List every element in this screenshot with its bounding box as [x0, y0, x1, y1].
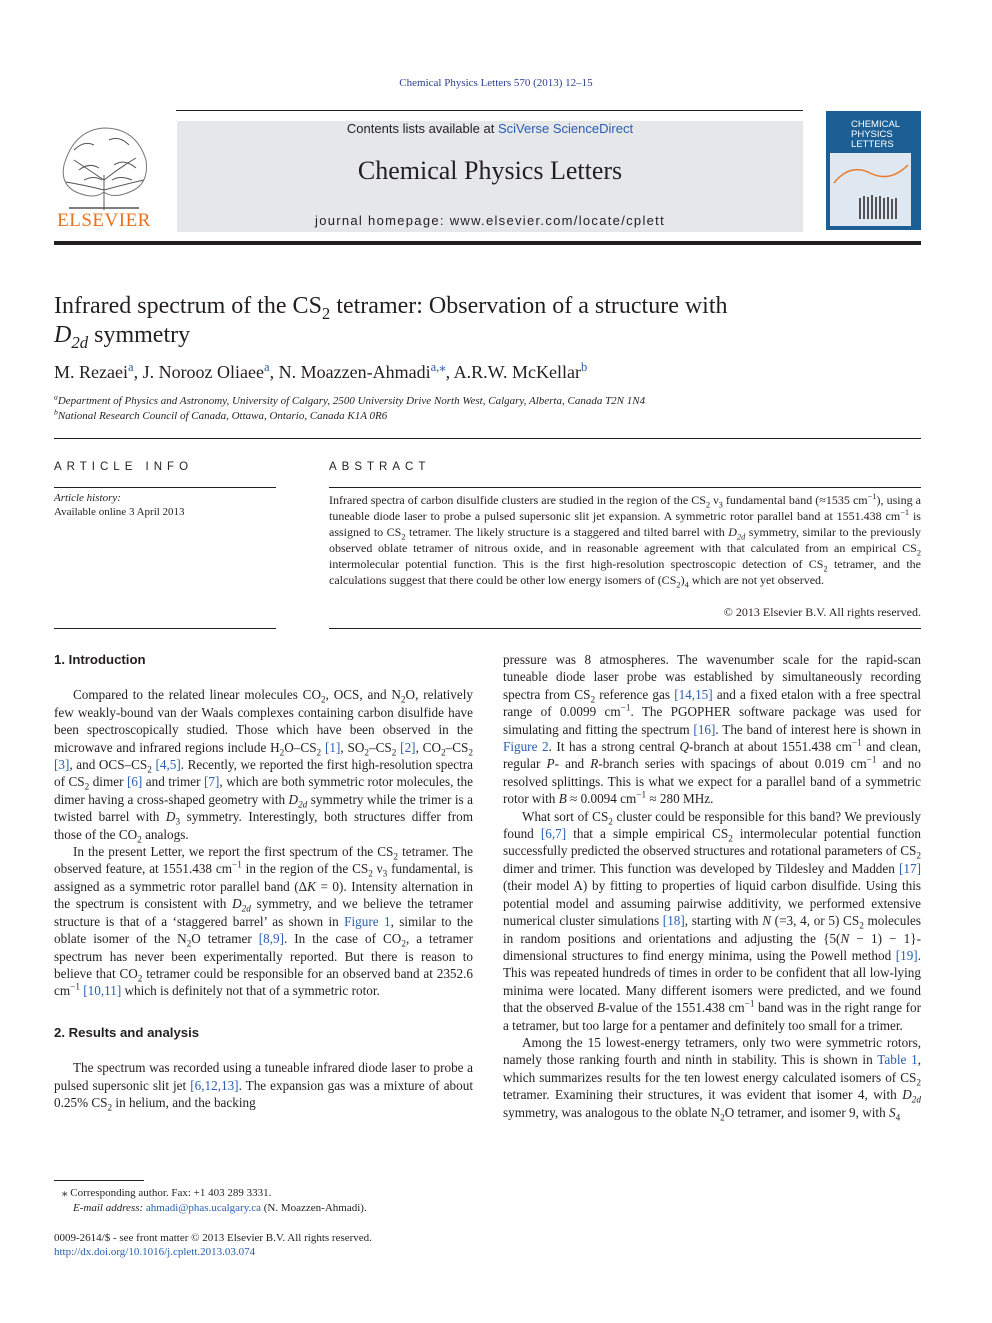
title-text: Infrared spectrum of the CS — [54, 293, 322, 319]
right-column — [503, 651, 921, 1121]
article-title — [54, 292, 874, 350]
divider — [54, 438, 921, 439]
divider — [54, 628, 276, 629]
paragraph: In the present Letter, we report the first spectrum of the $CS_2$ tetramer. The observed feature, at 1551.438 $cm^{-1}$ in the region of the $CS_2$ $\nu_3$ fundamental, is assigned as a symmetric rotor parallel band (ΔK = 0). Intensity alternation in the spectrum is consistent with $D_{2d}$ symmetry, and we believe the tetramer structure is that of a ‘staggered barrel’ as shown in Figure 1, similar to the oblate isomer of the $N_2O$ tetramer [8,9]. In the case of $CO_2$, a tetramer spectrum has never been experimentally reported. But there is reason to believe that $CO_2$ tetramer could be responsible for an observed band at 2352.6 $cm^{-1}$ [10,11] which is definitely not that of a symmetric rotor. — [54, 844, 474, 999]
divider — [329, 487, 921, 488]
author-name[interactable]: A.R.W. McKellar — [453, 362, 581, 382]
affiliation-b — [54, 407, 388, 422]
affiliation-mark[interactable]: a,⁎ — [430, 360, 446, 374]
abstract-heading: ABSTRACT — [329, 461, 431, 473]
cover-line: CHEMICAL — [851, 119, 901, 130]
sciencedirect-link[interactable]: SciVerse ScienceDirect — [497, 121, 634, 136]
journal-title: Chemical Physics Letters — [357, 156, 623, 185]
divider — [329, 628, 921, 629]
corresponding-author-note: ⁎ Corresponding author. Fax: +1 403 289 3331. — [62, 1187, 272, 1199]
affiliation-mark[interactable]: b — [580, 360, 588, 374]
contents-prefix: Contents lists available at — [346, 121, 498, 136]
cover-image — [830, 153, 911, 226]
email-link[interactable]: ahmadi@phas.ucalgary.ca — [145, 1202, 262, 1214]
author-list: M. Rezaei$^a$, J. Norooz Oliaee$^a$, N. Moazzen-Ahmadi$^{a,⁎}$, A.R.W. McKellar$^b$ — [54, 360, 588, 382]
title-subscript: 2 — [321, 303, 331, 323]
author-name[interactable]: N. Moazzen-Ahmadi — [278, 362, 431, 382]
issn-line: 0009-2614/$ - see front matter © 2013 Elsevier B.V. All rights reserved. — [54, 1232, 372, 1244]
email-label: E-mail address: — [73, 1202, 146, 1214]
email-note — [73, 1201, 367, 1216]
title-text: symmetry — [88, 322, 191, 348]
cover-line: LETTERS — [851, 139, 894, 150]
paragraph: pressure was 8 atmospheres. The wavenumber scale for the rapid-scan tuneable diode laser probe was established by simultaneously recording spectra from $CS_2$ reference gas [14,15] and a fixed etalon with a free spectral range of 0.0099 $cm^{-1}$. The PGOPHER software package was used for simulating and fitting the spectrum [16]. The band of interest here is shown in Figure 2. It has a strong central Q-branch at about 1551.438 $cm^{-1}$ and clean, regular P- and R-branch series with spacings of about 0.019 $cm^{-1}$ and no resolved splittings. This is what we expect for a parallel band of a symmetric rotor with B ≈ 0.0094 $cm^{-1} \approx 280$ MHz. — [503, 652, 921, 807]
affiliation-mark[interactable]: a — [127, 360, 134, 374]
section-heading-results: 2. Results and analysis — [54, 1024, 200, 1040]
affiliation-text: National Research Council of Canada, Ottawa, Ontario, Canada K1A 0R6 — [57, 410, 388, 422]
contents-line — [177, 121, 803, 136]
history-label: Article history: — [54, 492, 121, 504]
paragraph: Among the 15 lowest-energy tetramers, only two were symmetric rotors, namely those ranking fourth and ninth in stability. This is shown in Table 1, which summarizes results for the ten lowest energy calculated isomers of $CS_2$ tetramer. Examining their structures, it was evident that isomer 4, with $D_{2d}$ symmetry, was analogous to the oblate $N_2O$ tetramer, and isomer 9, with $S_4$ — [503, 1034, 921, 1123]
affiliation-mark[interactable]: a — [264, 360, 270, 374]
section-heading-introduction: 1. Introduction — [54, 652, 146, 667]
affiliation-text: Department of Physics and Astronomy, University of Calgary, 2500 University Drive North West, Calgary, Alberta, Canada T2N 1N4 — [57, 395, 646, 407]
footnote-rule — [54, 1180, 144, 1181]
email-owner: (N. Moazzen-Ahmadi). — [261, 1202, 367, 1214]
history-value: Available online 3 April 2013 — [54, 506, 185, 518]
copyright: © 2013 Elsevier B.V. All rights reserved. — [723, 605, 921, 619]
header-divider — [54, 241, 921, 245]
affiliation-mark: b — [54, 407, 58, 417]
publisher-name: ELSEVIER — [57, 210, 151, 231]
abstract-text: Infrared spectra of carbon disulfide clusters are studied in the region of the $CS_2$ $\nu_3$ fundamental band (≈1535 $cm^{-1}$), using a tuneable diode laser to probe a pulsed supersonic slit jet expansion. A symmetric rotor parallel band at 1551.438 $cm^{-1}$ is assigned to $CS_2$ tetramer. The likely structure is a staggered and tilted barrel with $D_{2d}$ symmetry, similar to the previously observed oblate tetramer of nitrous oxide, and in reasonable agreement with that calculated from an empirical $CS_2$ intermolecular potential function. This is the first high-resolution spectroscopic detection of $CS_2$ tetramer, and the calculations suggest that there could be other low energy isomers of $(CS_2)_4$ which are not yet observed. — [329, 492, 922, 590]
divider — [54, 487, 276, 488]
left-column — [54, 651, 473, 1111]
journal-homepage[interactable]: journal homepage: www.elsevier.com/locate/cplett — [315, 213, 665, 228]
author-name[interactable]: M. Rezaei — [54, 362, 128, 382]
cover-line: PHYSICS — [851, 129, 893, 140]
journal-reference[interactable]: Chemical Physics Letters 570 (2013) 12–15 — [399, 77, 593, 89]
header-rule — [176, 110, 803, 111]
title-symbol: D — [54, 322, 72, 348]
paragraph: What sort of $CS_2$ cluster could be responsible for this band? We previously found [6,7] that a simple empirical $CS_2$ intermolecular potential function successfully predicted the observed structures and rotational parameters of $CS_2$ dimer and trimer. This function was developed by Tildesley and Madden [17] (their model A) by fitting to properties of liquid carbon disulfide. Using this potential model and assuming pairwise additivity, we performed extensive numerical cluster simulations [18], starting with N (=3, 4, or 5) $CS_2$ molecules in random positions and orientations and adjusting the {5(N − 1) − 1}-dimensional structures to find energy minima, using the Powell method [19]. This was repeated hundreds of times in order to be confident that all low-lying minima were located. Many different isomers were predicted, and we found that the observed B-value of the 1551.438 $cm^{-1}$ band was in the right range for a tetramer, but too large for a pentamer and definitely too small for a trimer. — [503, 808, 921, 1033]
author-name[interactable]: J. Norooz Oliaee — [142, 362, 265, 382]
affiliation-a — [54, 392, 646, 407]
cover-title — [851, 120, 900, 150]
paragraph: The spectrum was recorded using a tuneable infrared diode laser to probe a pulsed supersonic slit jet [6,12,13]. The expansion gas was a mixture of about 0.25% $CS_2$ in helium, and the backing — [54, 1060, 473, 1113]
doi-link[interactable]: http://dx.doi.org/10.1016/j.cplett.2013.03.074 — [54, 1246, 256, 1258]
article-info-heading: ARTICLE INFO — [54, 461, 194, 473]
paragraph: Compared to the related linear molecules $CO_2$, OCS, and $N_2O$, relatively few weakly-bound van der Waals complexes containing carbon disulfide have been spectroscopically studied. Those which have been observed in the microwave and infrared regions include $H_2O-CS_2$ [1], $SO_2-CS_2$ [2], $CO_2-CS_2$ [3], and OCS–$CS_2$ [4,5]. Recently, we reported the first high-resolution spectra of $CS_2$ dimer [6] and trimer [7], which are both symmetric rotor molecules, the dimer having a cross-shaped geometry with $D_{2d}$ symmetry while the trimer is a twisted barrel with $D_3$ symmetry. Interestingly, both structures differ from those of the $CO_2$ analogs. — [54, 687, 473, 845]
title-text: tetramer: Observation of a structure with — [330, 293, 728, 319]
affiliation-mark: a — [54, 392, 58, 402]
title-subscript: 2d — [71, 332, 89, 352]
